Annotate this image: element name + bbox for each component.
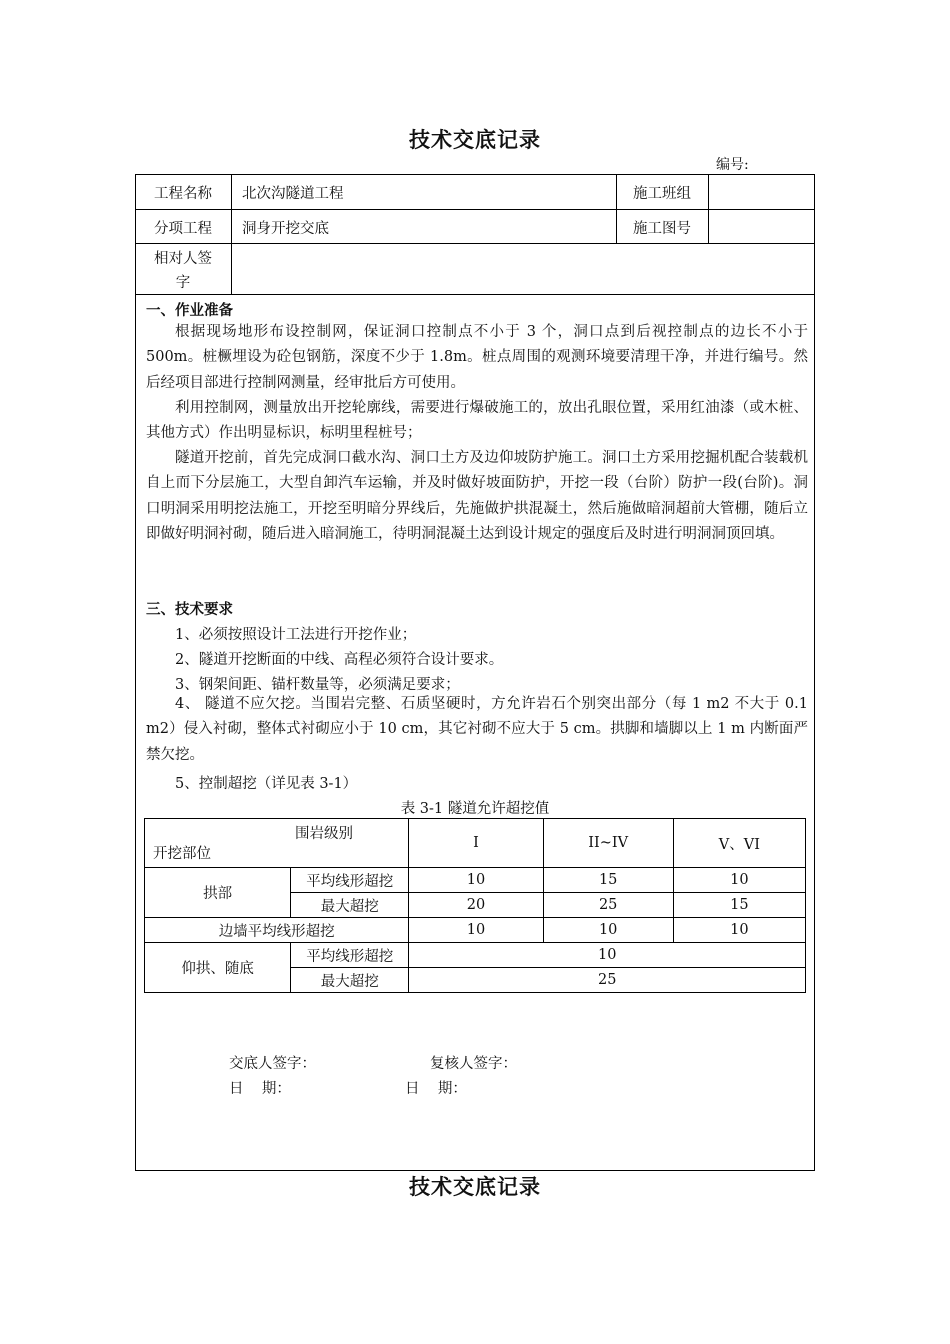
footer-title: 技术交底记录 (409, 1175, 541, 1199)
project-name-label: 工程名称 (154, 186, 212, 202)
construction-team-label: 施工班组 (633, 186, 691, 202)
divider (231, 174, 232, 294)
table-cell: 10 (673, 918, 805, 943)
row-header-sidewall: 边墙平均线形超挖 (145, 918, 409, 943)
divider (135, 243, 815, 244)
table-cell: 25 (543, 893, 673, 918)
column-header-grade-1: I (409, 819, 543, 868)
divider (135, 294, 815, 295)
signatory-label-line2: 字 (175, 275, 191, 291)
row-header-arch: 拱部 (145, 868, 291, 918)
divider (708, 174, 709, 243)
reviewer-signature-label: 复核人签字： (430, 1056, 517, 1072)
column-header-grade-2-4: II~IV (543, 819, 673, 868)
table-row (145, 868, 806, 893)
paragraph-portal-construction: 隧道开挖前，首先完成洞口截水沟、洞口土方及边仰坡防护施工。洞口土方采用挖掘机配合装载机自上而下分层施工，大型自卸汽车运输，并及时做好坡面防护，开挖一段（台阶）防护一段(台阶)。洞口明洞采用明挖法施工，开挖至明暗分界线后，先施做护拱混凝土，然后施做暗洞超前大管棚，随后立即做好明洞衬砌，随后进入暗洞施工，待明洞混凝土达到设计规定的强度后及时进行明洞洞顶回填。 (146, 450, 808, 542)
row-subheader-maximum: 最大超挖 (291, 893, 409, 918)
table-row (145, 943, 806, 968)
project-name-value: 北次沟隧道工程 (242, 186, 344, 202)
page-title: 技术交底记录 (409, 128, 541, 152)
column-header-grade-5-6: V、VI (673, 819, 805, 868)
requirement-item-2: 2、隧道开挖断面的中线、高程必须符合设计要求。 (175, 652, 504, 668)
table-cell: 15 (543, 868, 673, 893)
requirement-item-1: 1、必须按照设计工法进行开挖作业； (175, 627, 417, 643)
section-heading-technical-requirements: 三、技术要求 (146, 602, 233, 618)
row-subheader-average: 平均线形超挖 (291, 868, 409, 893)
section-heading-preparation: 一、作业准备 (146, 303, 233, 319)
table-cell: 15 (673, 893, 805, 918)
table-cell: 10 (543, 918, 673, 943)
divider (135, 209, 815, 210)
row-subheader-maximum: 最大超挖 (291, 968, 409, 993)
table-cell: 10 (409, 868, 543, 893)
table-cell: 10 (673, 868, 805, 893)
discloser-date-label: 日 期： (229, 1081, 291, 1097)
corner-excavation-part-label: 开挖部位 (153, 846, 211, 862)
serial-number-label: 编号: (716, 157, 749, 173)
table-cell: 20 (409, 893, 543, 918)
requirement-item-3: 3、钢架间距、锚杆数量等，必须满足要求； (175, 677, 460, 693)
requirement-item-4: 4、 隧道不应欠挖。当围岩完整、石质坚硬时，方允许岩石个别突出部分（每 1 m2 不大于 0.1 m2）侵入衬砌，整体式衬砌应小于 10 cm，其它衬砌不应大于 5 cm。拱脚和墙脚以上 1 m 内断面严禁欠挖。 (146, 696, 808, 763)
table-cell: 10 (409, 943, 806, 968)
paragraph-control-network: 根据现场地形布设控制网，保证洞口控制点不小于 3 个，洞口点到后视控制点的边长不小于 500m。桩橛埋设为砼包钢筋，深度不少于 1.8m。桩点周围的观测环境要清理干净，并进行编号。然后经项目部进行控制网测量，经审批后方可使用。 (146, 324, 808, 391)
requirement-item-5: 5、控制超挖（详见表 3-1） (175, 776, 358, 792)
discloser-signature-label: 交底人签字： (229, 1056, 316, 1072)
sub-item-label: 分项工程 (154, 221, 212, 237)
row-subheader-average: 平均线形超挖 (291, 943, 409, 968)
table-cell: 10 (409, 918, 543, 943)
drawing-number-label: 施工图号 (633, 221, 691, 237)
row-header-invert: 仰拱、随底 (145, 943, 291, 993)
table-corner-cell (145, 819, 409, 868)
table-row (145, 819, 806, 868)
reviewer-date-label: 日 期： (405, 1081, 467, 1097)
table-caption: 表 3-1 隧道允许超挖值 (400, 801, 550, 817)
signatory-label-line1: 相对人签 (154, 251, 212, 267)
table-cell: 25 (409, 968, 806, 993)
table-row (145, 918, 806, 943)
overbreak-table (144, 818, 806, 993)
paragraph-contour-marking: 利用控制网，测量放出开挖轮廓线，需要进行爆破施工的，放出孔眼位置，采用红油漆（或木桩、其他方式）作出明显标识，标明里程桩号； (146, 400, 808, 442)
sub-item-value: 洞身开挖交底 (242, 221, 329, 237)
corner-rock-grade-label: 围岩级别 (295, 826, 353, 842)
